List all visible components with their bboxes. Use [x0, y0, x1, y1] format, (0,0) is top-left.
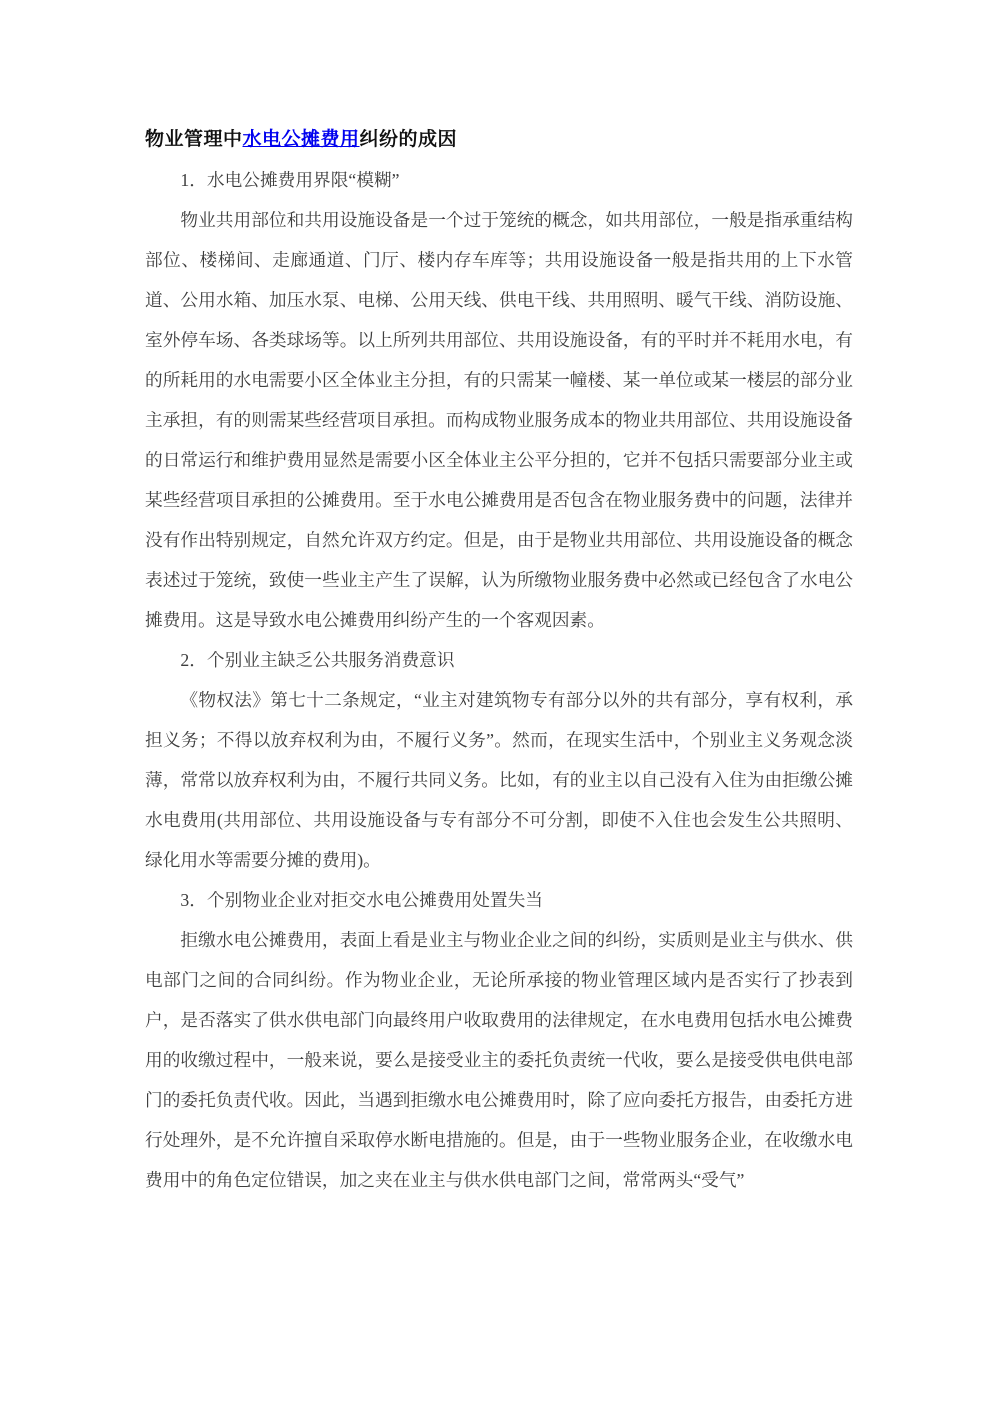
document-content — [145, 120, 853, 1200]
section-3-paragraph: 拒缴水电公摊费用，表面上看是业主与物业企业之间的纠纷，实质则是业主与供水、供电部门之间的合同纠纷。作为物业企业，无论所承接的物业管理区域内是否实行了抄表到户，是否落实了供水供电部门向最终用户收取费用的法律规定，在水电费用包括水电公摊费用的收缴过程中，一般来说，要么是接受业主的委托负责统一代收，要么是接受供电供电部门的委托负责代收。因此，当遇到拒缴水电公摊费用时，除了应向委托方报告，由委托方进行处理外，是不允许擅自采取停水断电措施的。但是，由于一些物业服务企业，在收缴水电费用中的角色定位错误，加之夹在业主与供水供电部门之间，常常两头“受气” — [145, 930, 853, 1190]
title-text-after: 纠纷的成因 — [359, 129, 458, 150]
section-2-paragraph: 《物权法》第七十二条规定，“业主对建筑物专有部分以外的共有部分，享有权利，承担义务；不得以放弃权利为由，不履行义务”。然而，在现实生活中，个别业主义务观念淡薄，常常以放弃权利为由，不履行共同义务。比如，有的业主以自己没有入住为由拒缴公摊水电费用(共用部位、共用设施设备与专有部分不可分割，即使不入住也会发生公共照明、绿化用水等需要分摊的费用)。 — [145, 690, 853, 870]
section-1-paragraph: 物业共用部位和共用设施设备是一个过于笼统的概念，如共用部位，一般是指承重结构部位、楼梯间、走廊通道、门厅、楼内存车库等；共用设施设备一般是指共用的上下水管道、公用水箱、加压水泵、电梯、公用天线、供电干线、共用照明、暖气干线、消防设施、室外停车场、各类球场等。以上所列共用部位、共用设施设备，有的平时并不耗用水电，有的所耗用的水电需要小区全体业主分担，有的只需某一幢楼、某一单位或某一楼层的部分业主承担，有的则需某些经营项目承担。而构成物业服务成本的物业共用部位、共用设施设备的日常运行和维护费用显然是需要小区全体业主公平分担的，它并不包括只需要部分业主或某些经营项目承担的公摊费用。至于水电公摊费用是否包含在物业服务费中的问题，法律并没有作出特别规定，自然允许双方约定。但是，由于是物业共用部位、共用设施设备的概念表述过于笼统，致使一些业主产生了误解，认为所缴物业服务费中必然或已经包含了水电公摊费用。这是导致水电公摊费用纠纷产生的一个客观因素。 — [145, 210, 853, 630]
section-1-heading: 1．水电公摊费用界限“模糊” — [180, 170, 400, 190]
title-hyperlink[interactable]: 水电公摊费用 — [242, 129, 360, 150]
title-text-before: 物业管理中 — [145, 129, 243, 150]
section-2-heading: 2．个别业主缺乏公共服务消费意识 — [180, 650, 455, 670]
document-title — [145, 120, 853, 160]
section-3-heading: 3．个别物业企业对拒交水电公摊费用处置失当 — [180, 890, 543, 910]
